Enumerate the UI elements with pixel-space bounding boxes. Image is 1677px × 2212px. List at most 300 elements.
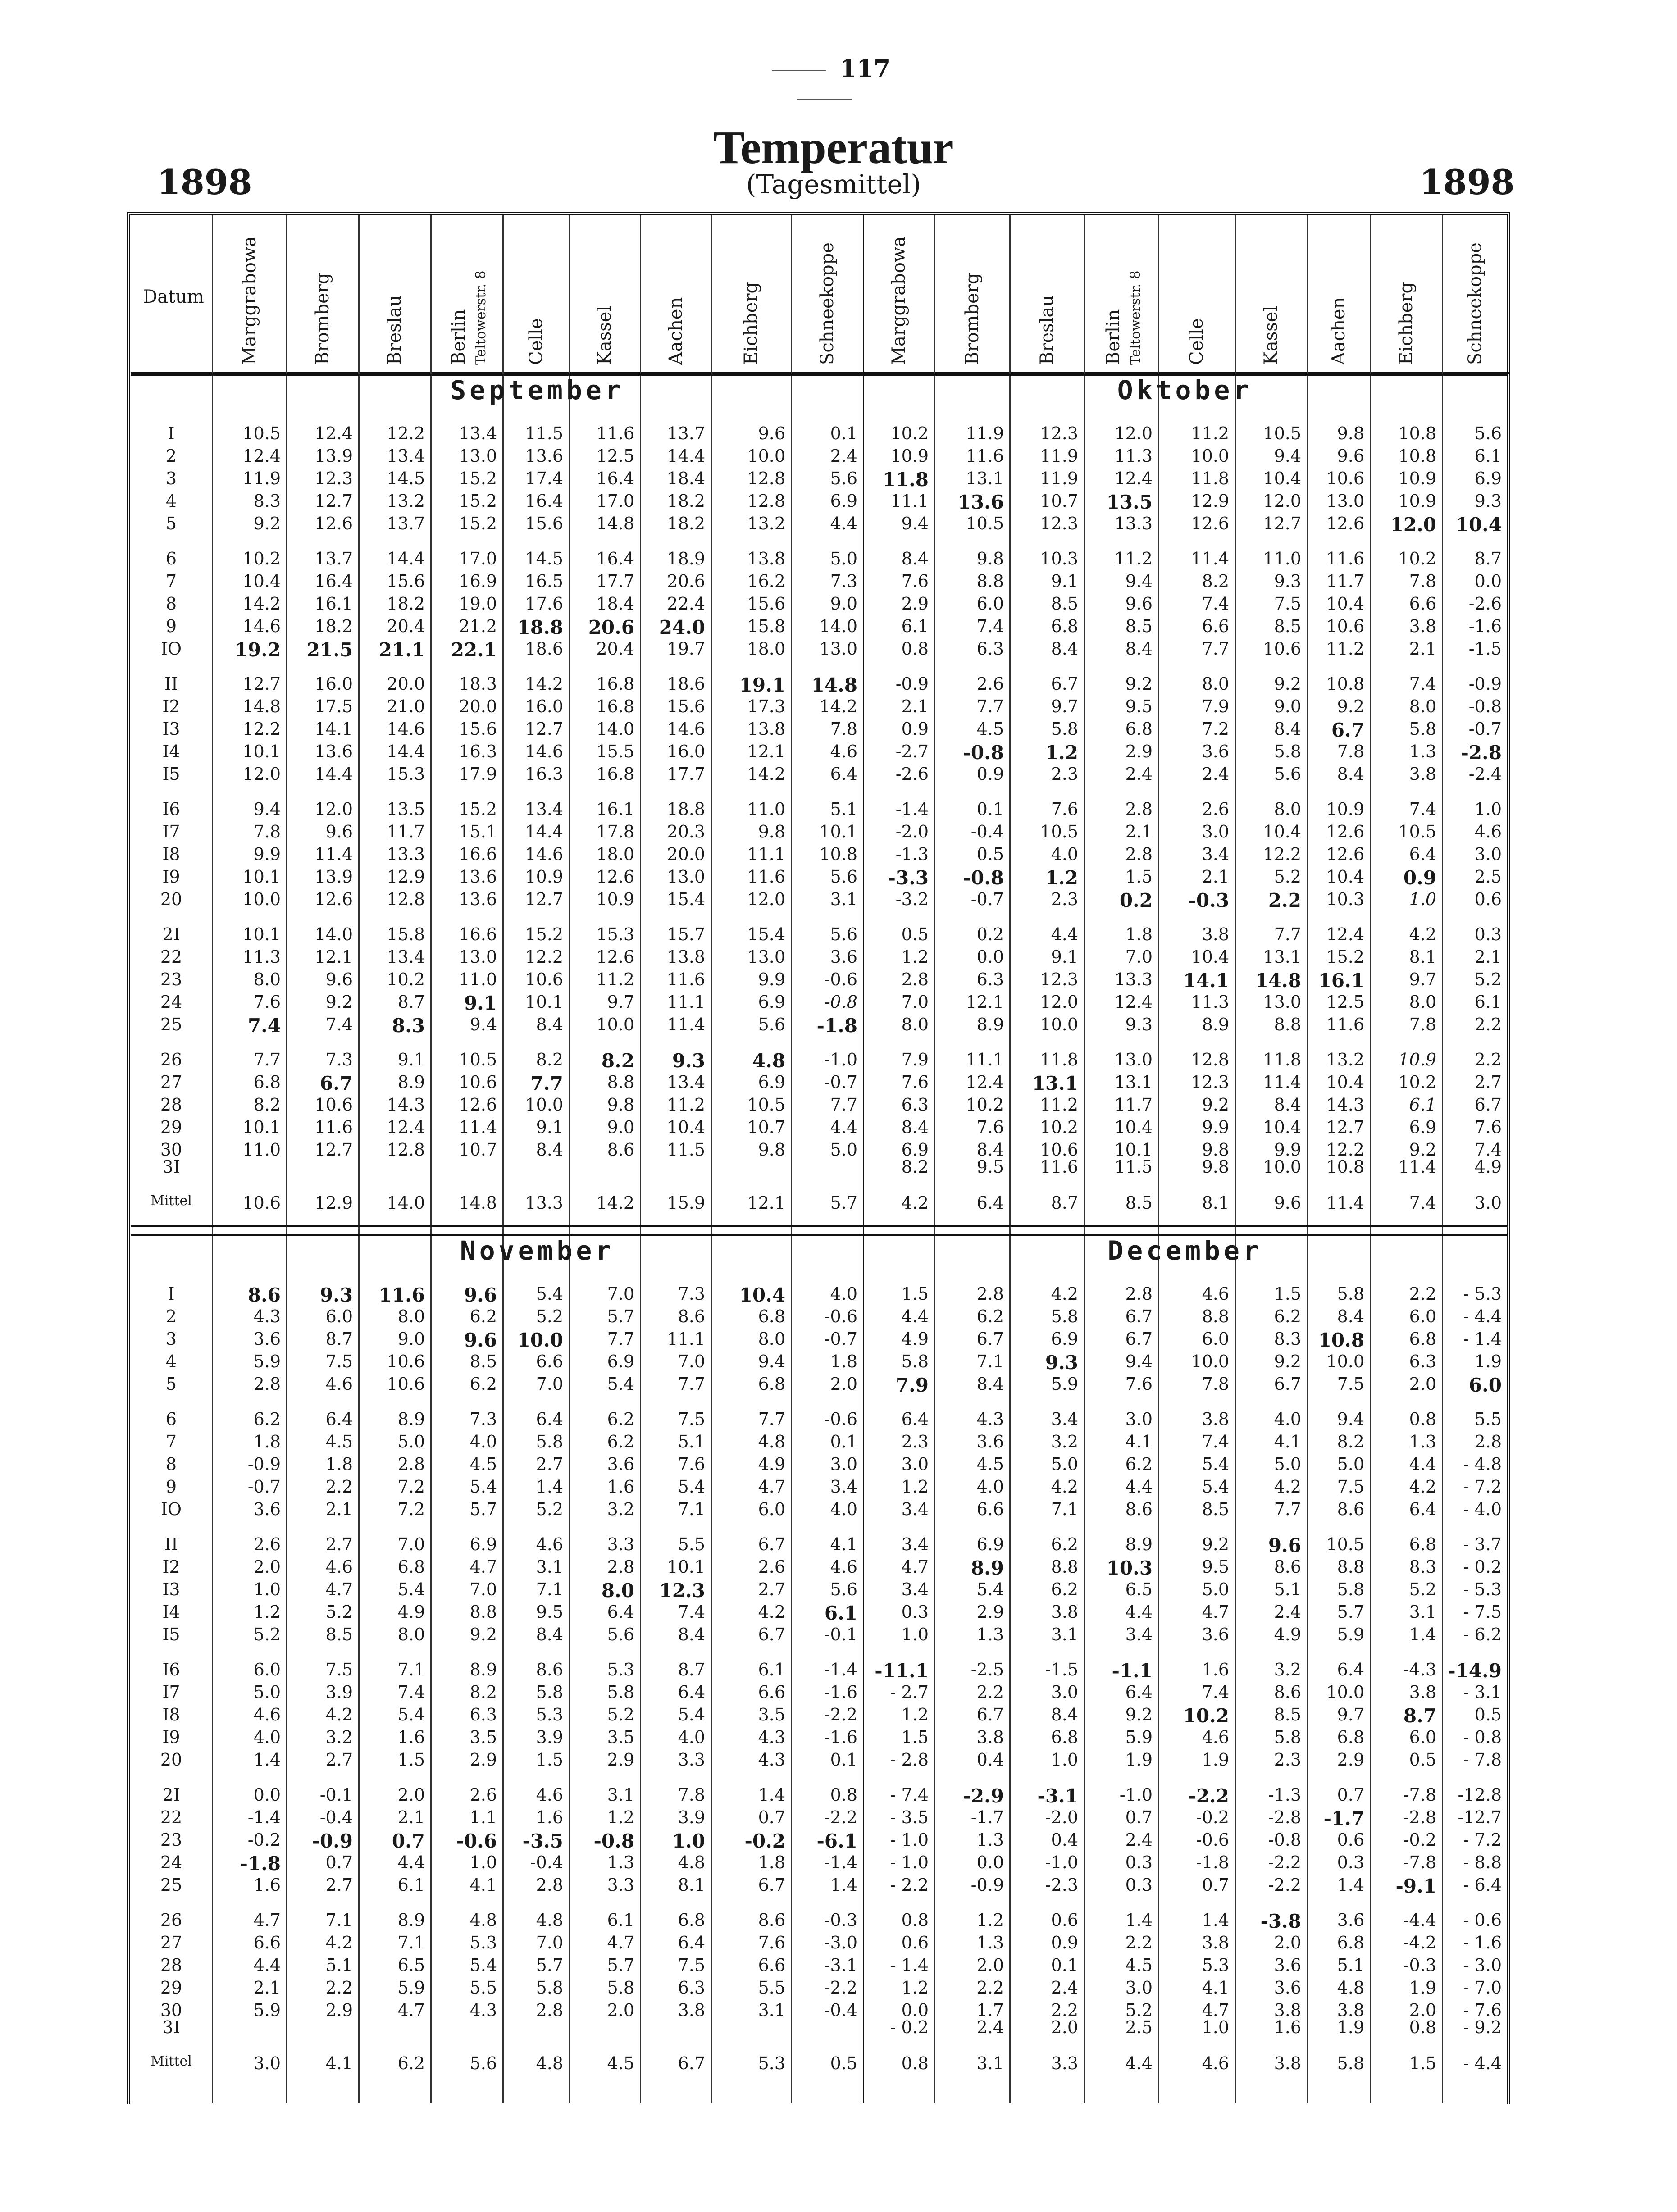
station-header — [741, 282, 761, 365]
table-cell: 11.4 — [1263, 1072, 1301, 1092]
table-cell: 17.4 — [525, 469, 563, 488]
table-cell: 5.8 — [1051, 719, 1078, 739]
table-cell: 11.3 — [1191, 992, 1229, 1012]
table-cell: 12.2 — [525, 947, 563, 967]
table-cell: 11.4 — [314, 844, 353, 864]
table-cell: 10.6 — [1040, 1140, 1078, 1160]
table-cell: 17.0 — [596, 491, 634, 511]
table-cell: 9.1 — [397, 1050, 425, 1070]
table-cell: 6.3 — [1409, 1352, 1436, 1371]
table-cell: 12.7 — [1263, 514, 1301, 533]
table-cell: 2.8 — [607, 1557, 634, 1577]
table-cell: 10.6 — [1326, 616, 1364, 636]
table-cell: 1.6 — [253, 1875, 281, 1895]
table-cell: 12.0 — [1040, 992, 1078, 1012]
table-cell: 8.9 — [397, 1072, 425, 1092]
day-label: 3 — [165, 1329, 177, 1349]
table-cell: 7.7 — [530, 1072, 563, 1094]
table-cell: 15.3 — [387, 764, 425, 784]
table-cell: 8.6 — [247, 1284, 281, 1306]
table-cell: - 2.8 — [890, 1750, 929, 1770]
station-header — [312, 273, 333, 365]
table-cell: 9.1 — [536, 1117, 563, 1137]
table-cell: 0.0 — [1474, 571, 1502, 591]
table-cell: 9.2 — [1409, 1140, 1436, 1160]
table-cell: 6.7 — [758, 1875, 785, 1895]
table-cell: 7.4 — [1409, 674, 1436, 694]
table-cell: 0.2 — [1119, 889, 1153, 911]
table-cell: 7.9 — [895, 1374, 929, 1396]
table-cell: 7.7 — [1274, 1499, 1301, 1519]
table-cell: 10.5 — [966, 514, 1004, 533]
table-cell: 2.2 — [1125, 1933, 1153, 1953]
table-cell: 5.5 — [758, 1978, 785, 1998]
table-cell: 16.4 — [525, 491, 563, 511]
table-cell: 12.6 — [1191, 514, 1229, 533]
table-cell: 7.3 — [678, 1284, 705, 1304]
mean-cell: 9.6 — [1274, 1193, 1301, 1213]
table-cell: 10.2 — [1398, 549, 1436, 569]
table-cell: 6.0 — [1409, 1306, 1436, 1326]
table-cell: 5.7 — [1337, 1602, 1364, 1622]
table-cell: 2.3 — [1274, 1750, 1301, 1770]
table-cell: 3.1 — [1051, 1625, 1078, 1644]
table-cell: 10.0 — [1191, 446, 1229, 466]
table-cell: 9.2 — [1274, 674, 1301, 694]
table-cell: 12.2 — [1263, 844, 1301, 864]
table-cell: 8.4 — [901, 1117, 929, 1137]
table-cell: 10.8 — [819, 844, 857, 864]
table-cell: 11.7 — [1326, 571, 1364, 591]
table-cell: -1.3 — [1268, 1785, 1301, 1805]
table-cell: 4.6 — [536, 1785, 563, 1805]
table-cell: - 0.2 — [1463, 1557, 1502, 1577]
table-cell: 3.6 — [253, 1329, 281, 1349]
day-label: 30 — [160, 2000, 182, 2020]
table-cell: 13.0 — [1263, 992, 1301, 1012]
day-label: II — [164, 674, 178, 694]
table-cell: 10.8 — [1326, 1157, 1364, 1177]
table-cell: 2.9 — [469, 1750, 497, 1770]
day-label: I3 — [162, 1579, 180, 1599]
table-cell: 15.2 — [459, 469, 497, 488]
table-cell: 11.6 — [1040, 1157, 1078, 1177]
table-cell: 13.4 — [667, 1072, 705, 1092]
table-cell: 2.8 — [536, 1875, 563, 1895]
table-cell: 21.1 — [378, 639, 425, 661]
table-cell: 14.4 — [314, 764, 353, 784]
table-cell: 5.0 — [1202, 1579, 1229, 1599]
table-cell: 7.9 — [901, 1050, 929, 1070]
table-cell: -0.6 — [824, 1409, 857, 1429]
table-cell: -0.3 — [824, 1910, 857, 1930]
table-cell: 11.1 — [966, 1050, 1004, 1070]
day-label: 26 — [160, 1910, 182, 1930]
table-cell: 10.4 — [1326, 867, 1364, 887]
table-cell: 12.6 — [459, 1095, 497, 1115]
table-cell: 6.8 — [253, 1072, 281, 1092]
table-cell: 1.8 — [325, 1454, 353, 1474]
table-cell: 7.7 — [678, 1374, 705, 1394]
table-cell: 3.8 — [1409, 616, 1436, 636]
table-cell: 15.6 — [387, 571, 425, 591]
table-cell: -7.8 — [1403, 1785, 1436, 1805]
table-cell: 7.8 — [1409, 571, 1436, 591]
day-label: I8 — [162, 844, 180, 864]
table-cell: 7.4 — [325, 1015, 353, 1034]
table-cell: 10.4 — [739, 1284, 785, 1306]
table-cell: 10.5 — [747, 1095, 785, 1115]
table-cell: 8.2 — [253, 1095, 281, 1115]
table-cell: 19.7 — [667, 639, 705, 659]
table-cell: 2.2 — [1409, 1284, 1436, 1304]
table-cell: 5.1 — [678, 1432, 705, 1452]
table-cell: 5.0 — [830, 549, 857, 569]
table-cell: 7.8 — [830, 719, 857, 739]
table-cell: 11.0 — [747, 799, 785, 819]
table-cell: 5.8 — [536, 1432, 563, 1452]
table-cell: 7.0 — [1125, 947, 1153, 967]
table-cell: - 4.4 — [1463, 1306, 1502, 1326]
table-cell: 2.4 — [830, 446, 857, 466]
table-cell: 10.7 — [1040, 491, 1078, 511]
table-cell: 3.1 — [830, 889, 857, 909]
table-cell: 12.6 — [596, 947, 634, 967]
table-cell: - 4.0 — [1463, 1499, 1502, 1519]
table-cell: 1.0 — [253, 1579, 281, 1599]
table-cell: 5.0 — [1274, 1454, 1301, 1474]
table-cell: 6.4 — [830, 764, 857, 784]
table-cell: 5.4 — [1202, 1454, 1229, 1474]
table-cell: 11.3 — [1114, 446, 1153, 466]
table-cell: 5.7 — [469, 1499, 497, 1519]
table-cell: 8.5 — [1274, 616, 1301, 636]
table-cell: 6.3 — [901, 1095, 929, 1115]
table-cell: 8.0 — [253, 969, 281, 989]
table-cell: - 7.4 — [890, 1785, 929, 1805]
table-cell: 15.6 — [747, 594, 785, 614]
table-cell: 4.4 — [1125, 1477, 1153, 1497]
table-cell: 4.1 — [469, 1875, 497, 1895]
table-cell: 10.8 — [1326, 674, 1364, 694]
table-cell: 11.7 — [387, 822, 425, 842]
table-cell: 0.9 — [1403, 867, 1436, 889]
table-cell: 9.5 — [976, 1157, 1004, 1177]
table-cell: 10.5 — [1398, 822, 1436, 842]
table-cell: 8.8 — [607, 1072, 634, 1092]
table-cell: 0.9 — [901, 719, 929, 739]
table-cell: 3.4 — [1125, 1625, 1153, 1644]
table-cell: 5.5 — [678, 1534, 705, 1554]
table-cell: 14.5 — [525, 549, 563, 569]
table-cell: 9.8 — [1202, 1157, 1229, 1177]
table-cell: 10.8 — [1318, 1329, 1364, 1351]
table-cell: 9.2 — [325, 992, 353, 1012]
mean-cell: 8.5 — [1125, 1193, 1153, 1213]
table-cell: 8.2 — [536, 1050, 563, 1070]
table-cell: 2.4 — [1125, 764, 1153, 784]
table-cell: 20.3 — [667, 822, 705, 842]
table-cell: -0.8 — [1268, 1830, 1301, 1850]
table-cell: 16.6 — [459, 924, 497, 944]
table-cell: 7.2 — [397, 1499, 425, 1519]
mean-cell: 4.4 — [1125, 2053, 1153, 2073]
day-label: 5 — [165, 1374, 177, 1394]
table-cell: 8.0 — [901, 1015, 929, 1034]
table-cell: - 6.2 — [1463, 1625, 1502, 1644]
table-cell: 11.1 — [667, 992, 705, 1012]
table-cell: 1.4 — [536, 1477, 563, 1497]
table-cell: 16.3 — [525, 764, 563, 784]
table-cell: 7.7 — [607, 1329, 634, 1349]
table-cell: 9.0 — [397, 1329, 425, 1349]
table-cell: 5.4 — [678, 1705, 705, 1725]
table-cell: 1.4 — [1125, 1910, 1153, 1930]
table-cell: 8.0 — [397, 1625, 425, 1644]
day-label: 3 — [165, 469, 177, 488]
station-header — [889, 236, 909, 365]
table-cell: 20.0 — [667, 844, 705, 864]
table-cell: - 0.6 — [1463, 1910, 1502, 1930]
table-cell: 9.6 — [325, 969, 353, 989]
table-cell: 10.2 — [890, 423, 929, 443]
table-cell: 7.8 — [1337, 742, 1364, 761]
table-cell: 2.8 — [1125, 844, 1153, 864]
table-cell: 13.0 — [459, 947, 497, 967]
table-cell: 16.3 — [459, 742, 497, 761]
table-cell: 6.8 — [397, 1557, 425, 1577]
table-cell: -0.9 — [1468, 674, 1502, 694]
table-cell: 4.0 — [830, 1499, 857, 1519]
table-cell: 16.1 — [314, 594, 353, 614]
table-cell: 13.9 — [314, 446, 353, 466]
table-cell: 2.8 — [397, 1454, 425, 1474]
table-cell: 9.8 — [758, 822, 785, 842]
mean-cell: 8.1 — [1202, 1193, 1229, 1213]
table-cell: 8.1 — [678, 1875, 705, 1895]
table-cell: 6.7 — [1051, 674, 1078, 694]
table-cell: 3.1 — [1409, 1602, 1436, 1622]
table-cell: - 9.2 — [1463, 2017, 1502, 2037]
station-header — [448, 270, 490, 365]
table-cell: 13.7 — [314, 549, 353, 569]
table-cell: 4.4 — [1125, 1602, 1153, 1622]
table-cell: 2.4 — [1125, 1830, 1153, 1850]
table-cell: 2.3 — [901, 1432, 929, 1452]
table-cell: 8.7 — [678, 1660, 705, 1679]
table-cell: 3.6 — [607, 1454, 634, 1474]
table-cell: 5.9 — [253, 1352, 281, 1371]
mean-cell: 14.8 — [459, 1193, 497, 1213]
station-name: Berlin — [1103, 309, 1124, 365]
table-cell: 2.7 — [325, 1534, 353, 1554]
table-cell: 12.2 — [1326, 1140, 1364, 1160]
table-cell: 10.0 — [1191, 1352, 1229, 1371]
table-cell: 10.0 — [517, 1329, 563, 1351]
table-cell: 7.5 — [1337, 1477, 1364, 1497]
table-cell: 10.1 — [667, 1557, 705, 1577]
table-cell: 2.2 — [325, 1978, 353, 1998]
table-cell: 2.2 — [1268, 889, 1301, 911]
table-cell: 3.6 — [253, 1499, 281, 1519]
table-cell: 0.7 — [1337, 1785, 1364, 1805]
table-cell: 8.4 — [976, 1374, 1004, 1394]
table-cell: 7.8 — [678, 1785, 705, 1805]
table-cell: 1.2 — [1045, 742, 1078, 764]
table-cell: 6.0 — [253, 1660, 281, 1679]
table-cell: 2.7 — [536, 1454, 563, 1474]
mean-cell: 3.1 — [976, 2053, 1004, 2073]
table-cell: 6.6 — [758, 1682, 785, 1702]
table-cell: 4.5 — [976, 719, 1004, 739]
table-cell: 5.6 — [830, 469, 857, 488]
station-name: Celle — [1186, 318, 1207, 365]
table-cell: 7.6 — [1051, 799, 1078, 819]
table-cell: 14.6 — [525, 844, 563, 864]
table-cell: -1.6 — [824, 1682, 857, 1702]
mean-cell: 4.5 — [607, 2053, 634, 2073]
table-cell: 9.6 — [464, 1329, 497, 1351]
table-cell: 11.2 — [1191, 423, 1229, 443]
table-cell: 2.9 — [1125, 742, 1153, 761]
table-cell: -0.8 — [963, 867, 1004, 889]
table-cell: 8.5 — [1125, 616, 1153, 636]
table-cell: 10.4 — [1114, 1117, 1153, 1137]
table-cell: 5.8 — [901, 1352, 929, 1371]
table-cell: 4.8 — [752, 1050, 785, 1072]
table-cell: 3.6 — [1337, 1910, 1364, 1930]
day-label: 27 — [160, 1072, 182, 1092]
table-cell: - 6.4 — [1463, 1875, 1502, 1895]
day-label: 2 — [165, 446, 177, 466]
table-cell: 6.6 — [536, 1352, 563, 1371]
table-cell: 12.3 — [1040, 514, 1078, 533]
table-cell: 7.7 — [830, 1095, 857, 1115]
table-cell: 0.5 — [1474, 1705, 1502, 1725]
table-cell: 8.5 — [1274, 1705, 1301, 1725]
table-cell: 10.4 — [667, 1117, 705, 1137]
table-cell: -0.3 — [1188, 889, 1229, 911]
table-cell: -6.1 — [816, 1830, 857, 1852]
table-cell: 3.2 — [325, 1727, 353, 1747]
table-cell: -0.8 — [824, 992, 857, 1012]
table-cell: 2.8 — [1125, 1284, 1153, 1304]
mean-cell: 3.8 — [1274, 2053, 1301, 2073]
table-cell: 3.9 — [536, 1727, 563, 1747]
table-cell: 19.0 — [459, 594, 497, 614]
table-cell: 6.7 — [1125, 1306, 1153, 1326]
table-cell: 11.9 — [1040, 446, 1078, 466]
table-cell: 3.4 — [901, 1499, 929, 1519]
table-cell: 5.4 — [1202, 1477, 1229, 1497]
table-cell: 10.4 — [1263, 469, 1301, 488]
table-cell: 16.0 — [314, 674, 353, 694]
table-cell: -0.4 — [530, 1852, 563, 1872]
table-cell: -1.7 — [1323, 1807, 1364, 1830]
table-cell: -1.8 — [816, 1015, 857, 1037]
table-cell: 10.1 — [1114, 1140, 1153, 1160]
table-cell: -0.1 — [824, 1625, 857, 1644]
table-cell: 20.6 — [588, 616, 634, 638]
table-cell: -3.1 — [1037, 1785, 1078, 1807]
table-cell: 3.0 — [1202, 822, 1229, 842]
table-cell: 7.4 — [1409, 799, 1436, 819]
table-cell: 19.2 — [234, 639, 281, 661]
table-cell: 12.2 — [242, 719, 281, 739]
table-cell: 7.5 — [678, 1409, 705, 1429]
table-cell: -0.4 — [824, 2000, 857, 2020]
table-cell: 1.3 — [1409, 1432, 1436, 1452]
table-cell: 5.8 — [607, 1978, 634, 1998]
station-name: Marggrabowa — [239, 236, 260, 365]
table-cell: -0.2 — [1196, 1807, 1229, 1827]
table-cell: 7.5 — [325, 1352, 353, 1371]
table-cell: -2.2 — [824, 1978, 857, 1998]
table-cell: 6.6 — [976, 1499, 1004, 1519]
table-cell: 12.6 — [596, 867, 634, 887]
table-cell: 2.1 — [397, 1807, 425, 1827]
table-cell: 9.7 — [1051, 696, 1078, 716]
table-cell: -2.0 — [895, 822, 929, 842]
table-cell: 5.0 — [1051, 1454, 1078, 1474]
table-cell: 0.9 — [1051, 1933, 1078, 1953]
table-cell: 0.6 — [901, 1933, 929, 1953]
table-cell: 12.8 — [1191, 1050, 1229, 1070]
day-label: 6 — [165, 1409, 177, 1429]
table-cell: 3.6 — [1274, 1978, 1301, 1998]
table-cell: 4.2 — [1409, 924, 1436, 944]
day-label: IO — [160, 1499, 182, 1519]
table-cell: 6.2 — [607, 1409, 634, 1429]
table-cell: 0.0 — [976, 1852, 1004, 1872]
table-cell: 5.8 — [1274, 742, 1301, 761]
table-cell: 6.7 — [976, 1329, 1004, 1349]
table-cell: 20.0 — [387, 674, 425, 694]
table-cell: -3.3 — [888, 867, 929, 889]
table-cell: 2.0 — [397, 1785, 425, 1805]
table-cell: 2.2 — [976, 1978, 1004, 1998]
table-cell: 12.6 — [314, 514, 353, 533]
table-cell: 21.5 — [306, 639, 353, 661]
table-cell: 5.3 — [536, 1705, 563, 1725]
table-cell: 15.1 — [459, 822, 497, 842]
table-cell: 1.9 — [1337, 2017, 1364, 2037]
table-cell: 10.4 — [1455, 514, 1502, 536]
table-cell: 17.7 — [596, 571, 634, 591]
table-cell: 5.9 — [397, 1978, 425, 1998]
table-cell: 14.8 — [1255, 969, 1301, 992]
table-cell: 9.2 — [1125, 674, 1153, 694]
table-cell: 1.4 — [830, 1875, 857, 1895]
table-cell: 10.0 — [525, 1095, 563, 1115]
table-cell: 3.3 — [607, 1875, 634, 1895]
table-cell: 4.0 — [1274, 1409, 1301, 1429]
table-cell: 10.4 — [242, 571, 281, 591]
table-cell: 11.2 — [667, 1095, 705, 1115]
table-cell: 11.6 — [1326, 549, 1364, 569]
day-label: I2 — [162, 696, 180, 716]
table-cell: 7.0 — [397, 1534, 425, 1554]
year-right: 1898 — [1419, 162, 1515, 202]
table-cell: 11.4 — [459, 1117, 497, 1137]
table-cell: -11.1 — [875, 1660, 929, 1682]
table-cell: -0.9 — [895, 674, 929, 694]
table-cell: 6.7 — [1331, 719, 1364, 741]
table-cell: 9.8 — [1202, 1140, 1229, 1160]
table-cell: 3.6 — [1202, 742, 1229, 761]
mean-cell: 0.5 — [830, 2053, 857, 2073]
table-cell: 0.6 — [1337, 1830, 1364, 1850]
